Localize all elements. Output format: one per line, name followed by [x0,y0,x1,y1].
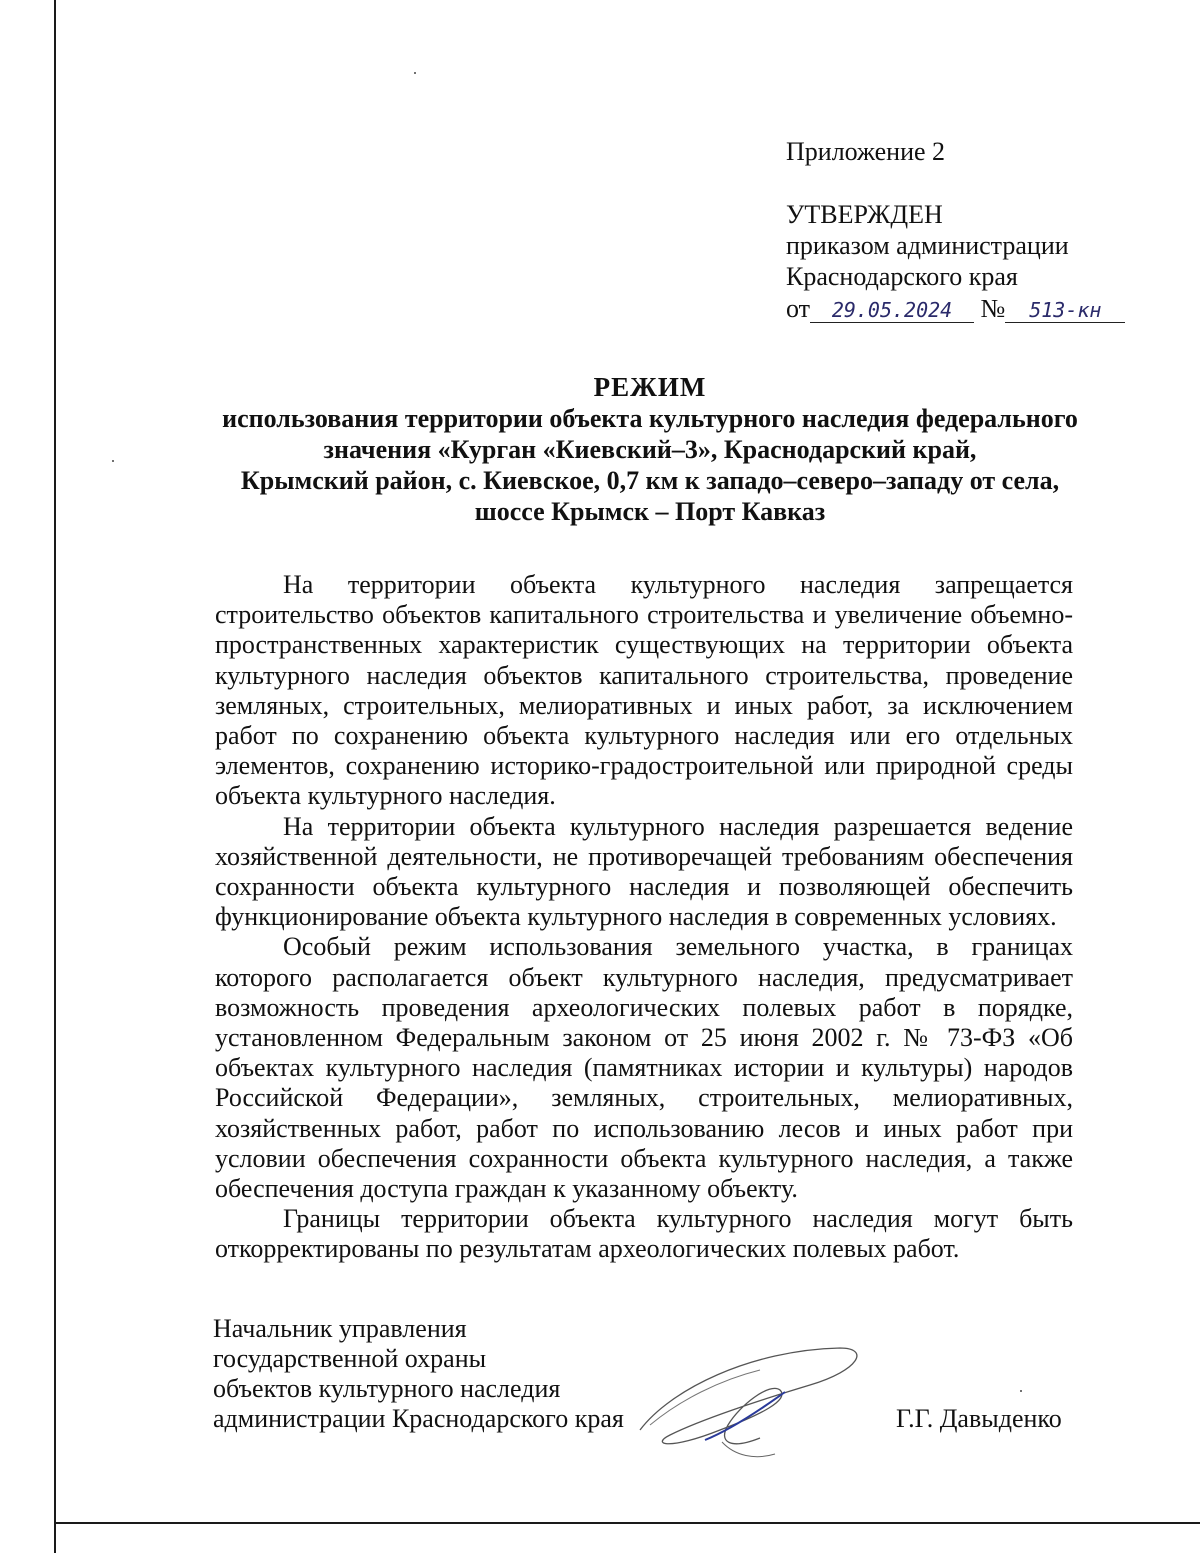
order-date-handwritten: 29.05.2024 [810,298,974,323]
body-paragraph: Особый режим использования земельного участка, в границах которого располагается объект культурного наследия, предусматривает возможность проведения археологических полевых работ в порядке, установленном Федеральным законом от 25 июня 2002 г. № 73-ФЗ «Об объектах культурного наследия (памятниках истории и культуры) народов Российской Федерации», земляных, строительных, мелиоративных, хозяйственных работ, работ по использованию лесов и иных работ при условии обеспечения сохранности объекта культурного наследия, а также обеспечения доступа граждан к указанному объекту. [215,932,1073,1204]
position-line: Начальник управления [213,1314,467,1343]
scan-speck [414,72,416,74]
annex-label: Приложение 2 [786,137,946,166]
signatory-name: Г.Г. Давыденко [896,1404,1062,1433]
signatory-position [213,1314,624,1434]
body-paragraph: На территории объекта культурного наследия разрешается ведение хозяйственной деятельности, не противоречащей требованиям обеспечения сохранности объекта культурного наследия и позволяющей обеспечить функционирование объекта культурного наследия в современных условиях. [215,811,1073,932]
title-line: Крымский район, с. Киевское, 0,7 км к западо–северо–западу от села, [240,466,1060,495]
document-body [215,570,1073,1265]
approved-label: УТВЕРЖДЕН [786,200,943,229]
approved-by-line-2: Краснодарского края [786,262,1018,291]
scan-speck [1020,1390,1022,1392]
scan-speck [112,460,114,462]
number-prefix: № [980,294,1006,323]
handwritten-signature [610,1330,880,1470]
date-prefix: от [786,294,811,323]
scan-page-edge-bottom [54,1522,1200,1524]
order-date-number-row [786,293,1125,324]
scan-page-edge-left [54,0,56,1553]
title-line: шоссе Крымск – Порт Кавказ [474,497,826,526]
approved-by-line-1: приказом администрации [786,231,1069,260]
position-line: администрации Краснодарского края [213,1404,624,1433]
position-line: объектов культурного наследия [213,1374,561,1403]
title-heading: РЕЖИМ [593,372,707,402]
approval-stamp-block [786,136,1125,324]
position-line: государственной охраны [213,1344,487,1373]
title-line: использования территории объекта культурного наследия федерального [222,404,1078,433]
body-paragraph: Границы территории объекта культурного наследия могут быть откорректированы по результатам археологических полевых работ. [215,1204,1073,1264]
body-paragraph: На территории объекта культурного наследия запрещается строительство объектов капитального строительства и увеличение объемно-пространственных характеристик существующих на территории объекта культурного наследия объектов капитального строительства, проведение земляных, строительных, мелиоративных и иных работ, за исключением работ по сохранению объекта культурного наследия или его отдельных элементов, сохранению историко-градостроительной или природной среды объекта культурного наследия. [215,570,1073,811]
document-title [200,372,1100,527]
title-line: значения «Курган «Киевский–3», Краснодарский край, [323,435,977,464]
order-number-handwritten: 513-кн [1005,298,1125,323]
